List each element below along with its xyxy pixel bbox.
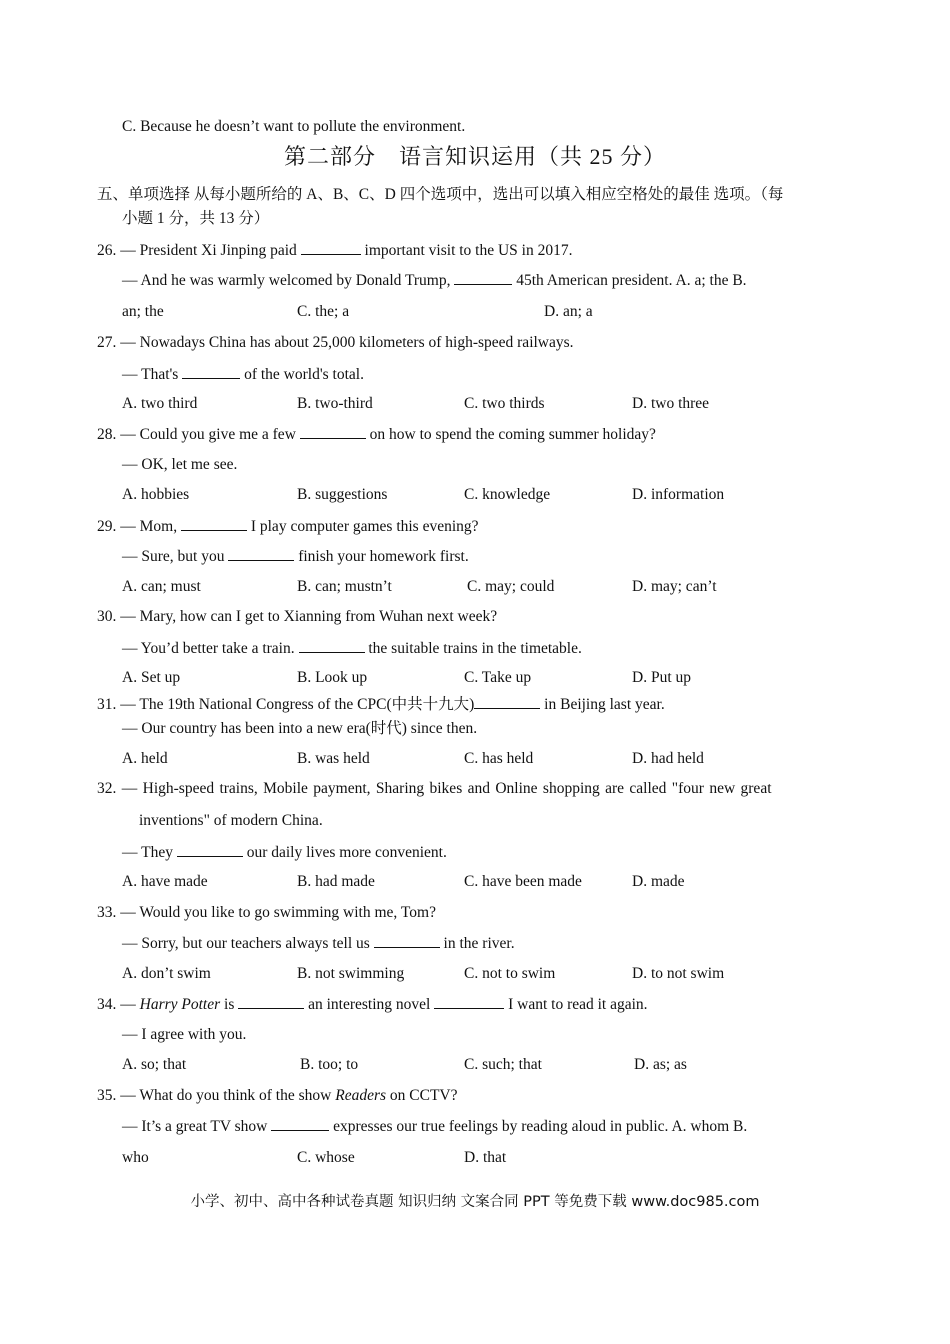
question-34-reply: — I agree with you.	[122, 1026, 247, 1043]
q32-option-c: C. have been made	[464, 873, 582, 890]
question-26-reply	[122, 270, 747, 291]
question-32-stem: 32. — High-speed trains, Mobile payment, Sharing bikes and Online shopping are called "four new great	[97, 780, 772, 797]
q35-text-post: on CCTV?	[386, 1087, 458, 1104]
section-title: 第二部分 语言知识运用（共 25 分）	[283, 144, 666, 169]
question-27-reply	[122, 364, 364, 385]
q34-option-b: B. too; to	[300, 1056, 359, 1073]
answer-blank	[238, 994, 304, 1009]
q28-option-d: D. information	[632, 486, 725, 503]
question-35-stem	[97, 1086, 458, 1106]
question-29-stem	[97, 516, 479, 537]
answer-blank	[474, 694, 540, 709]
q28-option-c: C. knowledge	[464, 486, 551, 503]
q33-option-a: A. don’t swim	[122, 965, 211, 982]
q35-option-d: D. that	[464, 1149, 507, 1166]
q27-option-a: A. two third	[122, 395, 198, 412]
q27-reply-pre: — That's	[122, 366, 183, 383]
q34-option-c: C. such; that	[464, 1056, 542, 1073]
q28-text-pre: 28. — Could you give me a few	[97, 426, 300, 443]
q33-reply-post: in the river.	[439, 935, 515, 952]
q30-reply-post: the suitable trains in the timetable.	[364, 640, 582, 657]
q26-text-pre: 26. — President Xi Jinping paid	[97, 242, 301, 259]
q35-reply-post: expresses our true feelings by reading aloud in public. A. whom B.	[329, 1118, 748, 1135]
q30-reply-pre: — You’d better take a train.	[122, 640, 299, 657]
q34-number: 34. —	[97, 996, 140, 1013]
q27-option-b: B. two-third	[297, 395, 373, 412]
question-28-reply: — OK, let me see.	[122, 456, 238, 473]
q34-text-mid: is	[220, 996, 239, 1013]
answer-blank	[177, 842, 243, 857]
q31-text-post: in Beijing last year.	[540, 696, 665, 713]
answer-blank	[271, 1116, 329, 1131]
q26-option-d: D. an; a	[544, 303, 593, 320]
q32-option-b: B. had made	[297, 873, 375, 890]
question-27-stem: 27. — Nowadays China has about 25,000 kilometers of high-speed railways.	[97, 334, 574, 351]
answer-blank	[374, 933, 440, 948]
q33-option-d: D. to not swim	[632, 965, 725, 982]
q29-option-c: C. may; could	[467, 578, 555, 595]
q30-option-c: C. Take up	[464, 669, 532, 686]
answer-blank	[301, 240, 361, 255]
q32-reply-pre: — They	[122, 844, 177, 861]
answer-blank	[300, 424, 366, 439]
q32-option-a: A. have made	[122, 873, 208, 890]
q28-option-b: B. suggestions	[297, 486, 388, 503]
q30-option-b: B. Look up	[297, 669, 368, 686]
question-32-reply	[122, 842, 447, 863]
question-31-stem	[97, 694, 665, 715]
answer-blank	[182, 364, 240, 379]
q27-reply-post: of the world's total.	[240, 366, 364, 383]
q28-text-post: on how to spend the coming summer holiday?	[365, 426, 656, 443]
answer-blank	[434, 994, 504, 1009]
q31-option-c: C. has held	[464, 750, 534, 767]
answer-blank	[228, 546, 294, 561]
q34-option-d: D. as; as	[634, 1056, 687, 1073]
q35-option-b: who	[122, 1149, 149, 1166]
q29-reply-pre: — Sure, but you	[122, 548, 229, 565]
q26-reply-pre: — And he was warmly welcomed by Donald Trump,	[122, 272, 455, 289]
q33-reply-pre: — Sorry, but our teachers always tell us	[122, 935, 374, 952]
q26-option-b: an; the	[122, 303, 164, 320]
question-34-stem	[97, 994, 648, 1015]
instructions-line-1: 五、单项选择 从每小题所给的 A、B、C、D 四个选项中，选出可以填入相应空格处的最佳 选项。（每	[97, 186, 784, 203]
page-footer: 小学、初中、高中各种试卷真题 知识归纳 文案合同 PPT 等免费下载 www.doc985.com	[190, 1194, 760, 1210]
q35-show-title: Readers	[335, 1087, 387, 1104]
q34-book-title: Harry Potter	[139, 996, 221, 1013]
q32-reply-post: our daily lives more convenient.	[242, 844, 447, 861]
q26-option-c: C. the; a	[297, 303, 350, 320]
q31-option-d: D. had held	[632, 750, 704, 767]
question-35-reply	[122, 1116, 747, 1137]
q35-reply-pre: — It’s a great TV show	[122, 1118, 272, 1135]
q29-option-a: A. can; must	[122, 578, 201, 595]
q27-option-d: D. two three	[632, 395, 710, 412]
answer-blank	[181, 516, 247, 531]
q26-text-post: important visit to the US in 2017.	[360, 242, 573, 259]
answer-blank	[299, 638, 365, 653]
q26-reply-post: 45th American president. A. a; the B.	[512, 272, 747, 289]
q35-option-c: C. whose	[297, 1149, 355, 1166]
q29-text-post: I play computer games this evening?	[246, 518, 479, 535]
q31-option-a: A. held	[122, 750, 168, 767]
question-29-reply	[122, 546, 469, 567]
q29-option-d: D. may; can’t	[632, 578, 717, 595]
q33-option-c: C. not to swim	[464, 965, 556, 982]
question-31-reply: — Our country has been into a new era(时代) since then.	[122, 720, 478, 737]
q33-option-b: B. not swimming	[297, 965, 405, 982]
question-26-stem	[97, 240, 573, 261]
question-30-stem: 30. — Mary, how can I get to Xianning from Wuhan next week?	[97, 608, 498, 625]
q28-option-a: A. hobbies	[122, 486, 190, 503]
question-option: C. Because he doesn’t want to pollute the environment.	[122, 118, 466, 135]
question-33-stem: 33. — Would you like to go swimming with me, Tom?	[97, 904, 436, 921]
answer-blank	[454, 270, 512, 285]
question-30-reply	[122, 638, 582, 659]
instructions-line-2: 小题 1 分，共 13 分）	[122, 210, 270, 227]
q34-text-mid2: an interesting novel	[304, 996, 435, 1013]
question-32-stem-cont: inventions" of modern China.	[139, 812, 323, 829]
q30-option-d: D. Put up	[632, 669, 691, 686]
question-33-reply	[122, 933, 515, 954]
question-28-stem	[97, 424, 656, 445]
q30-option-a: A. Set up	[122, 669, 181, 686]
q27-option-c: C. two thirds	[464, 395, 545, 412]
q29-option-b: B. can; mustn’t	[297, 578, 392, 595]
q32-option-d: D. made	[632, 873, 685, 890]
q29-text-pre: 29. — Mom,	[97, 518, 181, 535]
q29-reply-post: finish your homework first.	[294, 548, 469, 565]
q31-text-pre: 31. — The 19th National Congress of the CPC(中共十九大)	[97, 696, 475, 713]
q34-option-a: A. so; that	[122, 1056, 187, 1073]
q31-option-b: B. was held	[297, 750, 370, 767]
q34-text-post: I want to read it again.	[504, 996, 648, 1013]
q35-text-pre: 35. — What do you think of the show	[97, 1087, 336, 1104]
